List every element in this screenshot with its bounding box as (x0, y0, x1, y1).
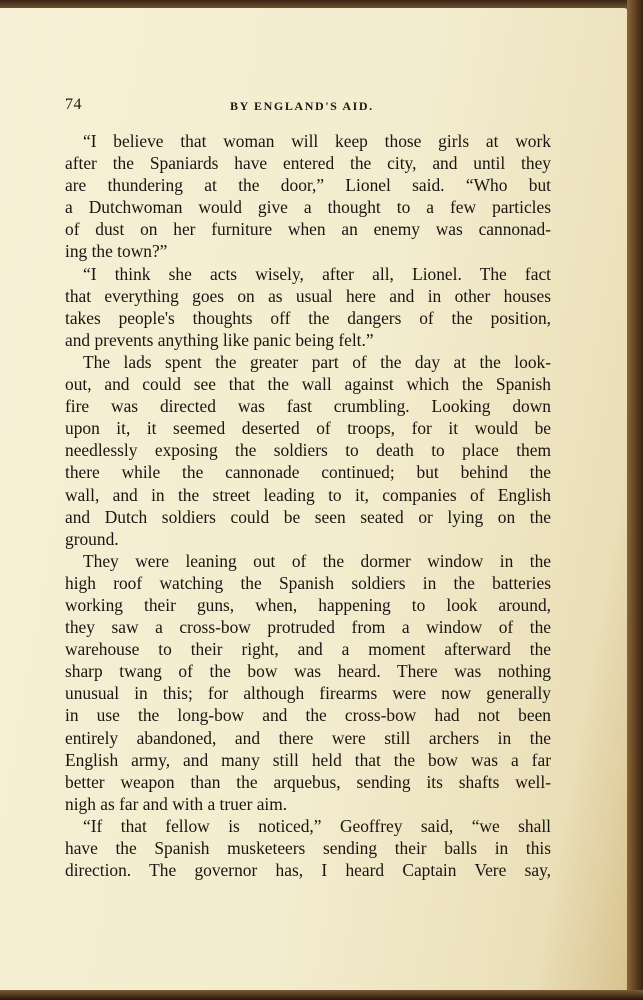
page-header (65, 96, 551, 120)
text-line: and prevents anything like panic being felt.” (65, 329, 374, 350)
text-line: high roof watching the Spanish soldiers in the batteries (65, 572, 551, 593)
text-line: “I think she acts wisely, after all, Lionel. The fact (83, 263, 551, 284)
text-line: that everything goes on as usual here and in other houses (65, 285, 551, 306)
text-line: entirely abandoned, and there were still archers in the (65, 727, 551, 748)
text-line: “I believe that woman will keep those girls at work (83, 131, 551, 151)
text-line: wall, and in the street leading to it, companies of English (65, 484, 551, 505)
text-line: working their guns, when, happening to look around, (65, 594, 551, 615)
text-line: they saw a cross-bow protruded from a window of the (65, 617, 551, 638)
text-line: nigh as far and with a truer aim. (65, 793, 288, 814)
text-line: a Dutchwoman would give a thought to a few particles (65, 197, 551, 218)
text-line: of dust on her furniture when an enemy was cannonad- (65, 219, 551, 240)
text-line: are thundering at the door,” Lionel said. “Who but (65, 175, 551, 196)
text-line: have the Spanish musketeers sending their balls in this (65, 838, 551, 858)
text-line: ground. (65, 528, 119, 549)
text-line: needlessly exposing the soldiers to death to place them (65, 440, 551, 461)
text-line: The lads spent the greater part of the day at the look- (83, 351, 551, 372)
book-binding-edge (627, 0, 643, 1000)
text-line: unusual in this; for although firearms were now generally (65, 683, 551, 704)
text-line: sharp twang of the bow was heard. There was nothing (65, 661, 551, 682)
text-line: English army, and many still held that the bow was a far (65, 749, 551, 770)
text-line: out, and could see that the wall against which the Spanish (65, 374, 551, 395)
text-line: direction. The governor has, I heard Captain Vere say, (65, 860, 551, 881)
text-line: takes people's thoughts off the dangers of the position, (65, 307, 551, 328)
text-line: better weapon than the arquebus, sending its shafts well- (65, 771, 551, 792)
text-line: upon it, it seemed deserted of troops, for it would be (65, 418, 551, 439)
page-number: 74 (65, 96, 82, 113)
running-head: BY ENGLAND'S AID. (230, 99, 374, 113)
text-line: after the Spaniards have entered the city, and until they (65, 153, 551, 174)
text-line: warehouse to their right, and a moment afterward the (65, 639, 551, 660)
body-text (65, 130, 551, 881)
scan-bottom-edge (0, 990, 643, 1000)
text-line: ing the town?” (65, 241, 168, 262)
text-line: there while the cannonade continued; but behind the (65, 462, 551, 483)
text-line: fire was directed was fast crumbling. Looking down (65, 396, 551, 417)
text-line: They were leaning out of the dormer window in the (83, 550, 551, 571)
text-line: in use the long-bow and the cross-bow had not been (65, 705, 551, 726)
text-line: and Dutch soldiers could be seen seated or lying on the (65, 506, 551, 527)
text-line: “If that fellow is noticed,” Geoffrey said, “we shall (83, 815, 551, 836)
